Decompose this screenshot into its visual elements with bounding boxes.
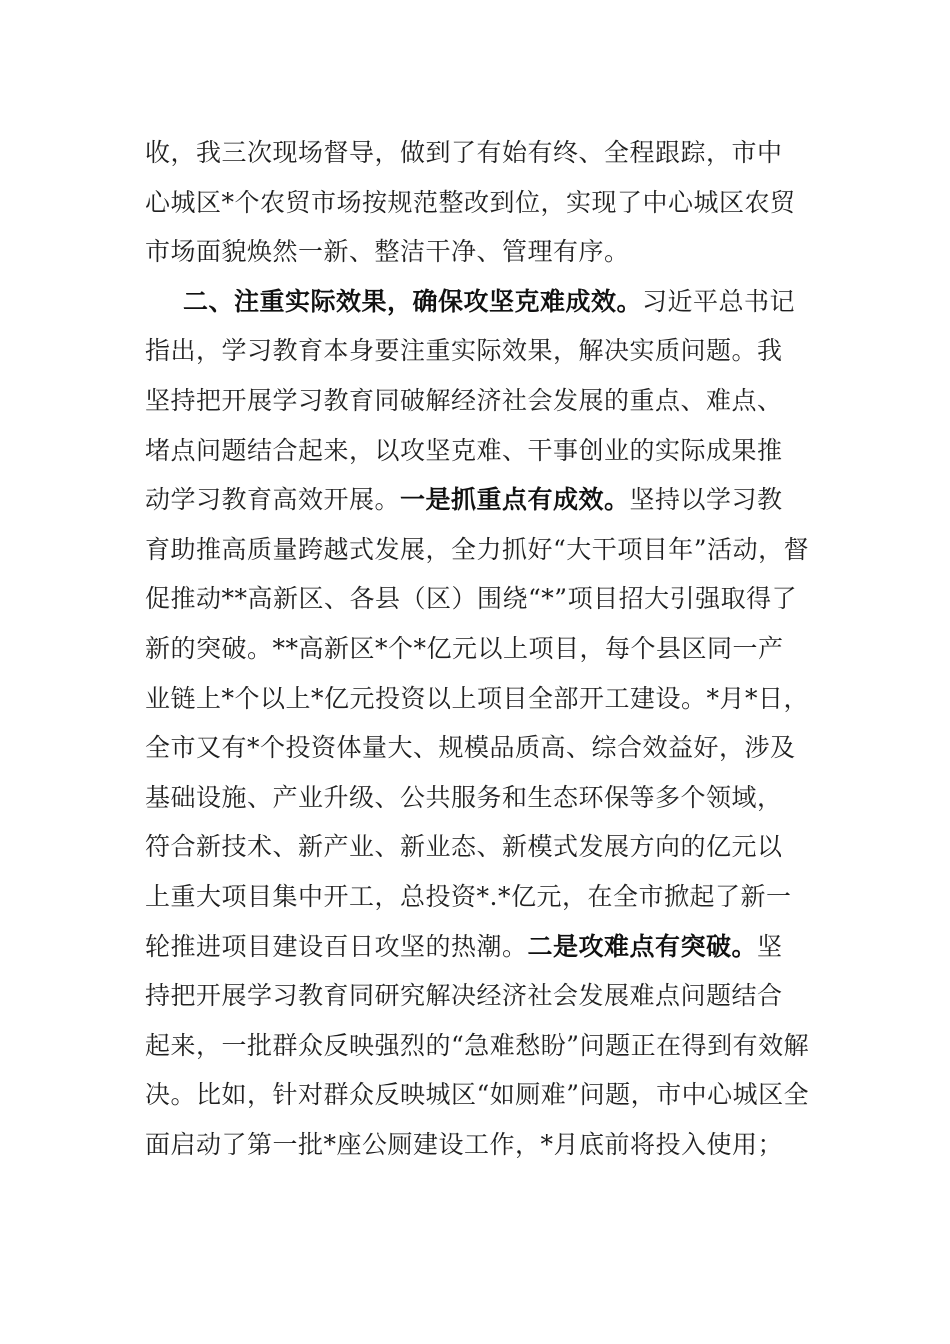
text-line: [145, 1070, 825, 1120]
text-line: [145, 128, 825, 178]
text-segment: 轮推进项目建设百日攻坚的热潮。: [145, 931, 528, 961]
text-line: [145, 971, 825, 1021]
text-segment: 坚持把开展学习教育同破解经济社会发展的重点、难点、: [145, 385, 783, 415]
text-segment: 持把开展学习教育同研究解决经济社会发展难点问题结合: [145, 981, 783, 1011]
text-line: [145, 426, 825, 476]
text-segment: 市场面貌焕然一新、整洁干净、管理有序。: [145, 237, 630, 267]
text-segment: 堵点问题结合起来，以攻坚克难、干事创业的实际成果推: [145, 435, 783, 465]
text-line: [145, 525, 825, 575]
subheading: 二是攻难点有突破。: [527, 931, 758, 961]
text-line: [145, 475, 825, 525]
text-line: [145, 624, 825, 674]
text-line: [145, 277, 825, 327]
text-line: [145, 574, 825, 624]
subheading: 一是抓重点有成效。: [400, 485, 630, 515]
document-body: [145, 128, 825, 1169]
text-line: [145, 773, 825, 823]
text-line: [145, 1120, 825, 1170]
text-segment: 心城区*个农贸市场按规范整改到位，实现了中心城区农贸: [145, 187, 796, 217]
text-segment: 基础设施、产业升级、公共服务和生态环保等多个领域，: [145, 782, 783, 812]
text-segment: 业链上*个以上*亿元投资以上项目全部开工建设。*月*日，: [145, 683, 810, 713]
text-line: [145, 376, 825, 426]
text-segment: 促推动**高新区、各县（区）围绕“*”项目招大引强取得了: [145, 584, 798, 614]
text-segment: 符合新技术、新产业、新业态、新模式发展方向的亿元以: [145, 832, 783, 862]
text-segment: 坚持以学习教: [629, 485, 783, 515]
text-line: [145, 326, 825, 376]
text-segment: 坚: [757, 931, 783, 961]
text-segment: 全市又有*个投资体量大、规模品质高、综合效益好，涉及: [145, 733, 796, 763]
text-segment: 指出，学习教育本身要注重实际效果，解决实质问题。我: [145, 336, 783, 366]
text-segment: 决。比如，针对群众反映城区“如厕难”问题，市中心城区全: [145, 1080, 810, 1110]
text-segment: 起来，一批群众反映强烈的“急难愁盼”问题正在得到有效解: [145, 1030, 810, 1060]
text-line: [145, 822, 825, 872]
text-line: [145, 872, 825, 922]
text-segment: 习近平总书记: [642, 286, 796, 316]
text-segment: 收，我三次现场督导，做到了有始有终、全程跟踪，市中: [145, 138, 783, 167]
text-segment: 面启动了第一批*座公厕建设工作，*月底前将投入使用；: [145, 1129, 784, 1159]
text-line: [145, 1021, 825, 1071]
text-segment: 动学习教育高效开展。: [145, 485, 401, 515]
section-heading: 二、注重实际效果，确保攻坚克难成效。: [183, 286, 643, 316]
text-line: [145, 178, 825, 228]
text-line: [145, 674, 825, 724]
text-line: [145, 922, 825, 972]
text-line: [145, 723, 825, 773]
text-segment: 育助推高质量跨越式发展，全力抓好“大干项目年”活动，督: [145, 534, 810, 564]
text-line: [145, 227, 825, 277]
text-segment: 新的突破。**高新区*个*亿元以上项目，每个县区同一产: [145, 633, 784, 663]
text-segment: 上重大项目集中开工，总投资*.*亿元，在全市掀起了新一: [145, 881, 792, 911]
